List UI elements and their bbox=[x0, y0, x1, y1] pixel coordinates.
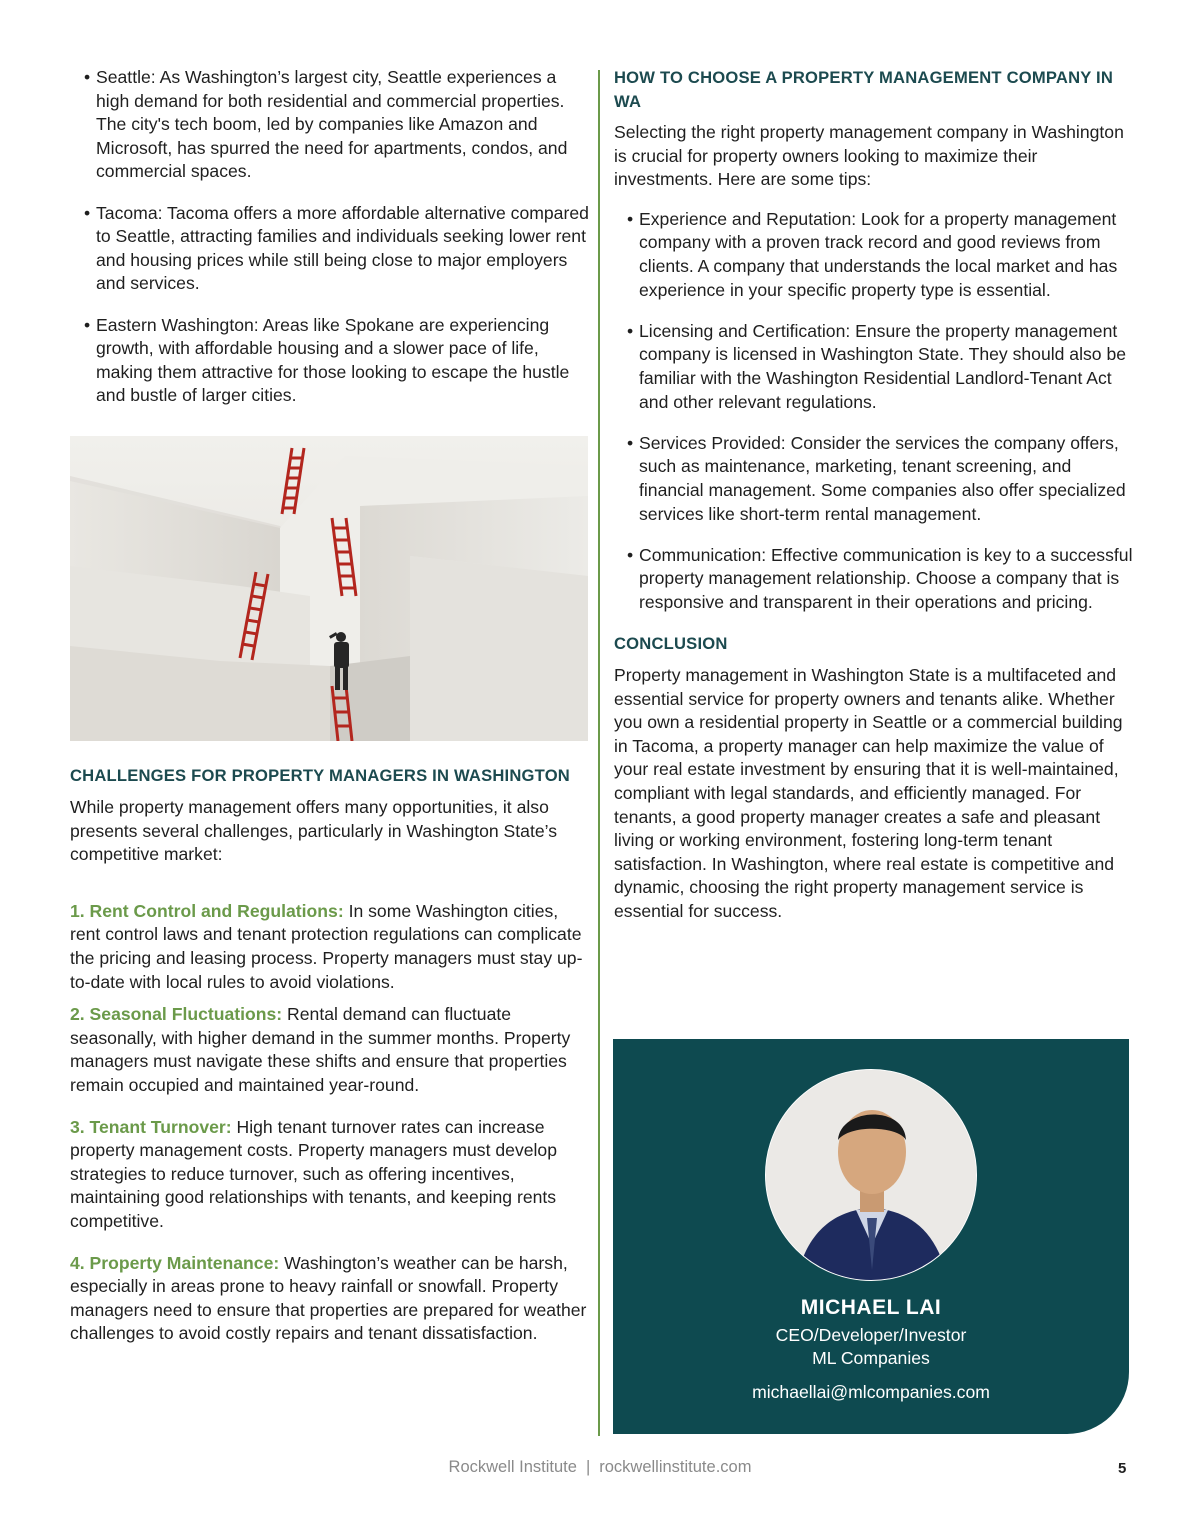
conclusion-section bbox=[614, 632, 1134, 924]
challenges-intro: While property management offers many opportunities, it also presents several challenges, particularly in Washington State’s competitive market: bbox=[70, 797, 558, 865]
list-item: • Seattle: As Washington’s largest city, Seattle experiences a high demand for both residential and commercial properties. The city's tech boom, led by companies like Amazon and Microsoft, has spurred the need for apartments, condos, and commercial spaces. bbox=[84, 67, 568, 182]
bullet-icon: • bbox=[84, 202, 91, 223]
bullet-icon: • bbox=[627, 544, 634, 565]
author-email[interactable]: michaellai@mlcompanies.com bbox=[752, 1382, 990, 1402]
challenge-lead: 1. Rent Control and Regulations: bbox=[70, 900, 344, 921]
howto-intro: Selecting the right property management company in Washington is crucial for property owners looking to maximize their investments. Here are some tips: bbox=[614, 122, 1124, 190]
bullet-icon: • bbox=[84, 67, 91, 87]
howto-heading: HOW TO CHOOSE A PROPERTY MANAGEMENT COMPANY IN WA bbox=[614, 68, 1114, 111]
list-item: • Experience and Reputation: Look for a property management company with a proven track record and good reviews from clients. A company that understands the local market and has experience in your specific property type is essential. bbox=[627, 208, 1118, 300]
footer-separator: | bbox=[585, 1458, 591, 1476]
page-footer bbox=[0, 1458, 1200, 1477]
challenges-section bbox=[70, 764, 592, 1346]
challenge-item: 1. Rent Control and Regulations: In some Washington cities, rent control laws and tenant protection regulations can complicate the pricing and leasing process. Property managers must stay up-to-date with local rules to avoid violations. bbox=[70, 900, 583, 992]
bullet-icon: • bbox=[627, 320, 634, 341]
list-item: • Licensing and Certification: Ensure the property management company is licensed in Washington State. They should also be familiar with the Washington Residential Landlord-Tenant Act and other relevant regulations. bbox=[627, 320, 1127, 412]
challenge-item: 3. Tenant Turnover: High tenant turnover rates can increase property management costs. Property managers must develop strategies to reduce turnover, such as offering incentives, maintaining good relationships with tenants, and keeping rents competitive. bbox=[70, 1116, 557, 1231]
city-bullet-list bbox=[70, 66, 590, 408]
challenge-lead: 3. Tenant Turnover: bbox=[70, 1116, 232, 1137]
footer-site-link[interactable]: rockwellinstitute.com bbox=[599, 1458, 752, 1476]
challenge-item: 2. Seasonal Fluctuations: Rental demand can fluctuate seasonally, with higher demand in the summer months. Property managers must navigate these shifts and ensure that properties remain occupied and maintained year-round. bbox=[70, 1004, 571, 1095]
avatar-portrait bbox=[766, 1070, 977, 1281]
author-role: CEO/Developer/Investor bbox=[775, 1325, 967, 1345]
list-item: • Tacoma: Tacoma offers a more affordable alternative compared to Seattle, attracting families and individuals seeking lower rent and housing prices while still being close to major employers and services. bbox=[84, 202, 589, 294]
column-divider bbox=[598, 70, 600, 1436]
author-card bbox=[613, 1039, 1129, 1434]
howto-section bbox=[614, 66, 1134, 614]
list-item: • Eastern Washington: Areas like Spokane are experiencing growth, with affordable housing and a slower pace of life, making them attractive for those looking to escape the hustle and bustle of larger cities. bbox=[84, 314, 570, 406]
avatar bbox=[765, 1069, 977, 1281]
list-item: • Communication: Effective communication is key to a successful property management relationship. Choose a company that is responsive and transparent in their operations and pricing. bbox=[627, 544, 1133, 612]
ladders-illustration-art bbox=[70, 436, 588, 741]
challenge-lead: 4. Property Maintenance: bbox=[70, 1252, 280, 1273]
bullet-icon: • bbox=[627, 208, 634, 229]
list-item: • Services Provided: Consider the services the company offers, such as maintenance, marketing, tenant screening, and financial management. Some companies also offer specialized services like short-term rental management. bbox=[627, 432, 1126, 524]
tips-bullet-list bbox=[614, 208, 1134, 615]
conclusion-text: Property management in Washington State is a multifaceted and essential service for property owners and tenants alike. Whether you own a residential property in Seattle or a commercial building in Tacoma, a property manager can help maximize the value of your real estate investment by ensuring that it is well-maintained, compliant with legal standards, and efficiently managed. For tenants, a good property manager creates a safe and pleasant living or working environment, fostering long-term tenant satisfaction. In Washington, where real estate is competitive and dynamic, choosing the right property management service is essential for success. bbox=[614, 665, 1123, 921]
footer-org: Rockwell Institute bbox=[448, 1458, 577, 1476]
author-company: ML Companies bbox=[812, 1348, 930, 1368]
bullet-icon: • bbox=[84, 314, 91, 335]
author-name: MICHAEL LAI bbox=[800, 1296, 942, 1319]
challenge-lead: 2. Seasonal Fluctuations: bbox=[70, 1004, 283, 1025]
challenge-item: 4. Property Maintenance: Washington’s weather can be harsh, especially in areas prone to heavy rainfall or snowfall. Property managers need to ensure that properties are prepared for weather challenges to avoid costly repairs and tenant dissatisfaction. bbox=[70, 1252, 587, 1344]
right-column bbox=[614, 66, 1134, 924]
page-number: 5 bbox=[1118, 1460, 1127, 1477]
left-column bbox=[70, 66, 590, 426]
conclusion-heading: CONCLUSION bbox=[614, 634, 728, 654]
challenges-heading: CHALLENGES FOR PROPERTY MANAGERS IN WASHINGTON bbox=[70, 766, 570, 785]
ladders-illustration bbox=[70, 436, 588, 741]
bullet-icon: • bbox=[627, 432, 634, 453]
